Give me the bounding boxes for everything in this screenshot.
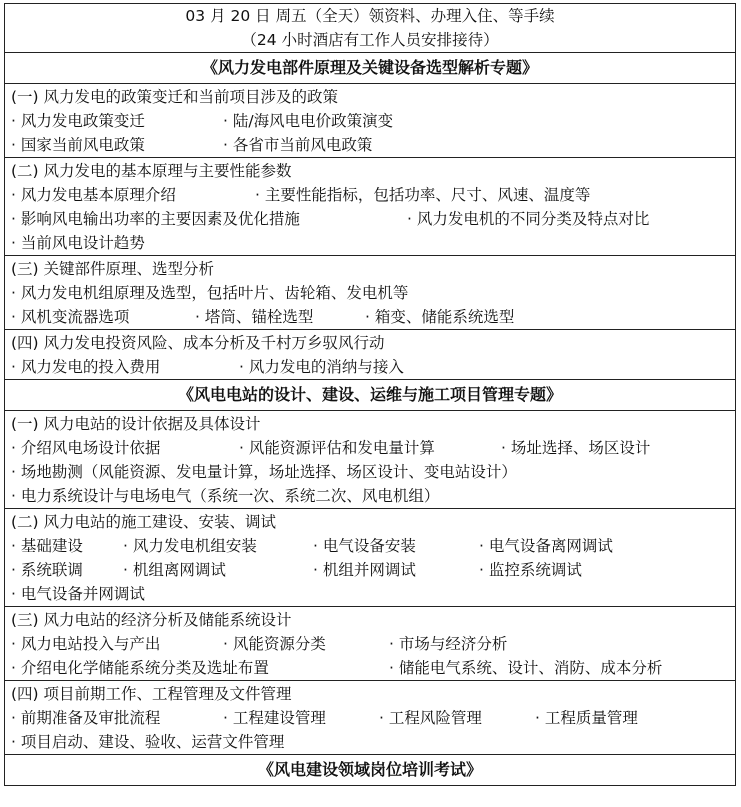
item-row (11, 582, 729, 606)
section-heading: (一) 风力电站的设计依据及具体设计 (11, 415, 261, 433)
topic-title: 《风力发电部件原理及关键设备选型解析专题》 (201, 58, 538, 77)
item-row (11, 183, 729, 207)
list-item: · 电气设备离网调试 (479, 537, 613, 555)
schedule-header (5, 4, 735, 53)
list-item: · 主要性能指标，包括功率、尺寸、风速、温度等 (255, 186, 591, 204)
item-row (11, 133, 729, 157)
list-item: · 当前风电设计趋势 (11, 234, 145, 252)
list-item: · 基础建设 (11, 537, 83, 555)
list-item: · 电气设备安装 (313, 537, 416, 555)
list-item: · 风力发电的消纳与接入 (239, 358, 404, 376)
section-heading: (一) 风力发电的政策变迁和当前项目涉及的政策 (11, 88, 339, 106)
reception-note: （24 小时酒店有工作人员安排接待） (241, 31, 499, 49)
schedule-table (4, 3, 736, 786)
list-item: · 工程风险管理 (379, 709, 482, 727)
list-item: · 系统联调 (11, 561, 83, 579)
list-item: · 工程建设管理 (223, 709, 326, 727)
item-row (11, 231, 729, 255)
list-item: · 风力发电机组原理及选型，包括叶片、齿轮箱、发电机等 (11, 284, 409, 302)
section-heading: (二) 风力发电的基本原理与主要性能参数 (11, 162, 292, 180)
section-heading: (四) 项目前期工作、工程管理及文件管理 (11, 685, 292, 703)
list-item: · 前期准备及审批流程 (11, 709, 161, 727)
list-item: · 风力发电的投入费用 (11, 358, 161, 376)
item-row (11, 730, 729, 754)
topic1-section-2 (5, 158, 735, 256)
list-item: · 风力发电政策变迁 (11, 112, 145, 130)
topic2-section-1 (5, 411, 735, 509)
item-row (11, 706, 729, 730)
item-row (11, 109, 729, 133)
item-row (11, 436, 729, 460)
section-heading: (三) 风力电站的经济分析及储能系统设计 (11, 611, 292, 629)
list-item: · 风力发电机组安装 (123, 537, 257, 555)
section-heading: (三) 关键部件原理、选型分析 (11, 260, 215, 278)
item-row (11, 281, 729, 305)
list-item: · 机组离网调试 (123, 561, 226, 579)
item-row (11, 632, 729, 656)
section-heading: (四) 风力发电投资风险、成本分析及千村万乡驭风行动 (11, 334, 385, 352)
list-item: · 风力发电机的不同分类及特点对比 (407, 210, 650, 228)
list-item: · 介绍风电场设计依据 (11, 439, 161, 457)
list-item: · 储能电气系统、设计、消防、成本分析 (389, 659, 663, 677)
list-item: · 陆/海风电电价政策演变 (223, 112, 394, 130)
list-item: · 电气设备并网调试 (11, 585, 145, 603)
list-item: · 场址选择、场区设计 (501, 439, 651, 457)
list-item: · 介绍电化学储能系统分类及选址布置 (11, 659, 269, 677)
topic1-section-4 (5, 330, 735, 380)
topic2-section-3 (5, 607, 735, 681)
topic-title: 《风电建设领域岗位培训考试》 (257, 760, 482, 779)
list-item: · 国家当前风电政策 (11, 136, 145, 154)
list-item: · 风能资源分类 (223, 635, 326, 653)
list-item: · 风力电站投入与产出 (11, 635, 161, 653)
topic-title-row (5, 755, 735, 785)
item-row (11, 207, 729, 231)
list-item: · 工程质量管理 (535, 709, 638, 727)
topic1-section-3 (5, 256, 735, 330)
topic2-section-2 (5, 509, 735, 607)
item-row (11, 656, 729, 680)
list-item: · 塔筒、锚栓选型 (195, 308, 314, 326)
item-row (11, 558, 729, 582)
list-item: · 市场与经济分析 (389, 635, 508, 653)
section-heading: (二) 风力电站的施工建设、安装、调试 (11, 513, 277, 531)
list-item: · 风能资源评估和发电量计算 (239, 439, 435, 457)
item-row (11, 534, 729, 558)
topic2-section-4 (5, 681, 735, 755)
topic1-section-1 (5, 84, 735, 158)
list-item: · 电力系统设计与电场电气（系统一次、系统二次、风电机组） (11, 487, 440, 505)
list-item: · 项目启动、建设、验收、运营文件管理 (11, 733, 285, 751)
item-row (11, 355, 729, 379)
list-item: · 风机变流器选项 (11, 308, 130, 326)
item-row (11, 305, 729, 329)
list-item: · 机组并网调试 (313, 561, 416, 579)
list-item: · 箱变、储能系统选型 (365, 308, 515, 326)
list-item: · 各省市当前风电政策 (223, 136, 373, 154)
list-item: · 场地勘测（风能资源、发电量计算，场址选择、场区设计、变电站设计） (11, 463, 517, 481)
list-item: · 监控系统调试 (479, 561, 582, 579)
topic-title: 《风电电站的设计、建设、运维与施工项目管理专题》 (177, 385, 562, 404)
list-item: · 风力发电基本原理介绍 (11, 186, 176, 204)
topic-title-row (5, 53, 735, 84)
schedule-date-line: 03 月 20 日 周五（全天）领资料、办理入住、等手续 (185, 7, 555, 25)
topic-title-row (5, 380, 735, 411)
item-row (11, 484, 729, 508)
item-row (11, 460, 729, 484)
list-item: · 影响风电输出功率的主要因素及优化措施 (11, 210, 300, 228)
